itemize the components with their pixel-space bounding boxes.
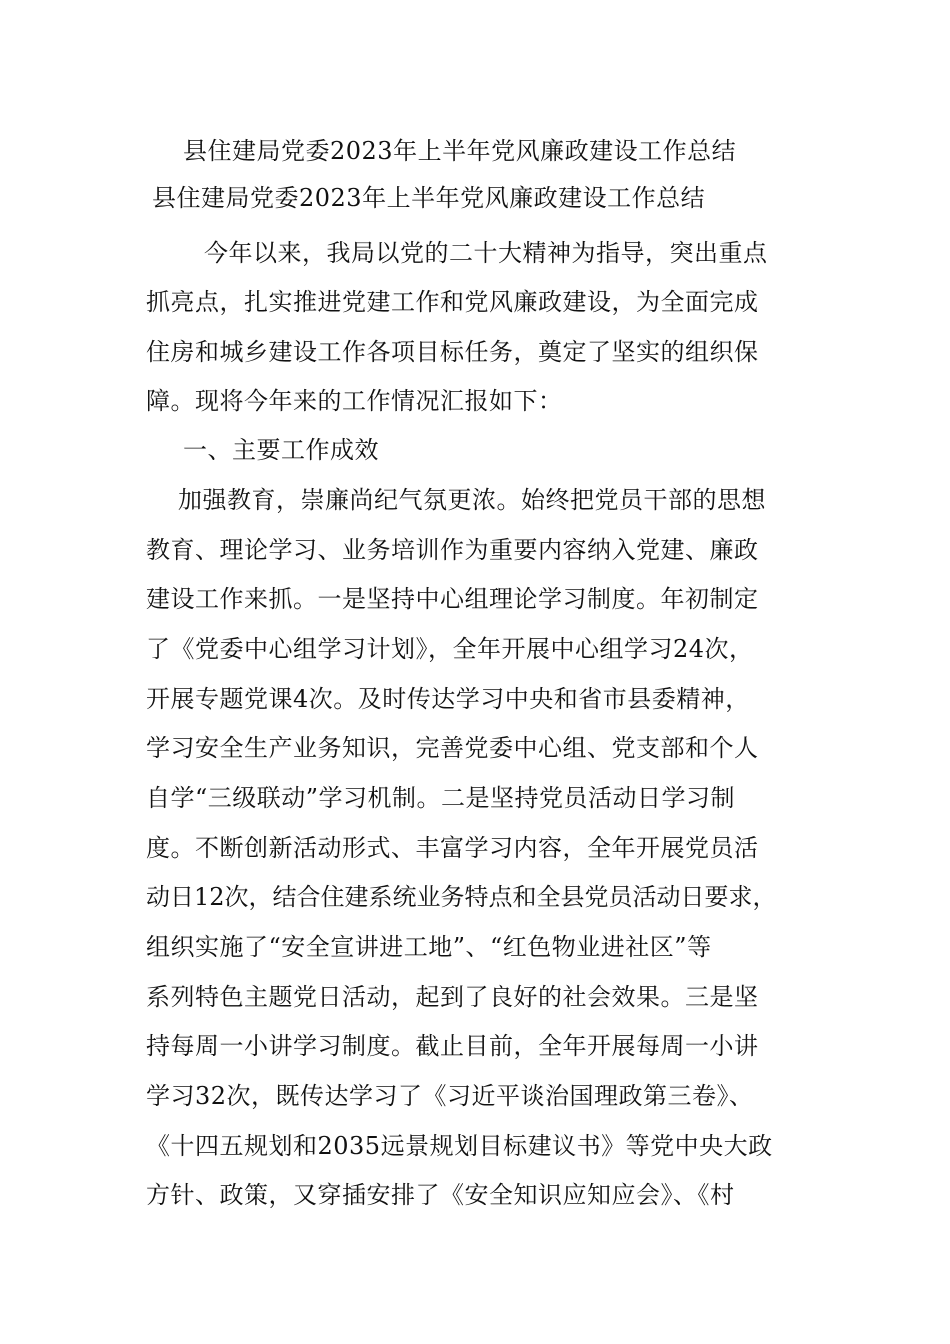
body-line: 建设工作来抓。一是坚持中心组理论学习制度。年初制定 (146, 585, 759, 613)
body-line: 《十四五规划和2035远景规划目标建议书》等党中央大政 (146, 1132, 773, 1160)
body-line: 障。现将今年来的工作情况汇报如下： (146, 387, 563, 415)
body-line: 方针、政策，又穿插安排了《安全知识应知应会》、《村 (146, 1181, 735, 1209)
body-line: 度。不断创新活动形式、丰富学习内容，全年开展党员活 (146, 834, 759, 862)
body-line: 开展专题党课4次。及时传达学习中央和省市县委精神， (146, 685, 750, 713)
body-line: 组织实施了“安全宣讲进工地”、“红色物业进社区”等 (146, 933, 712, 961)
document-title: 县住建局党委2023年上半年党风廉政建设工作总结 (183, 137, 737, 165)
body-line: 今年以来，我局以党的二十大精神为指导，突出重点 (204, 239, 768, 267)
body-line: 了《党委中心组学习计划》，全年开展中心组学习24次， (146, 635, 754, 663)
body-line: 教育、理论学习、业务培训作为重要内容纳入党建、廉政 (146, 536, 759, 564)
body-line: 住房和城乡建设工作各项目标任务，奠定了坚实的组织保 (146, 338, 759, 366)
body-line: 自学“三级联动”学习机制。二是坚持党员活动日学习制 (146, 784, 736, 812)
body-line: 系列特色主题党日活动，起到了良好的社会效果。三是坚 (146, 983, 759, 1011)
body-line: 加强教育，崇廉尚纪气氛更浓。始终把党员干部的思想 (178, 486, 766, 514)
body-line: 学习安全生产业务知识，完善党委中心组、党支部和个人 (146, 734, 759, 762)
body-line: 持每周一小讲学习制度。截止目前，全年开展每周一小讲 (146, 1032, 759, 1060)
body-line: 抓亮点，扎实推进党建工作和党风廉政建设，为全面完成 (146, 288, 759, 316)
body-line: 动日12次，结合住建系统业务特点和全县党员活动日要求， (146, 883, 777, 911)
body-line: 学习32次，既传达学习了《习近平谈治国理政第三卷》、 (146, 1082, 754, 1110)
section-heading: 一、主要工作成效 (183, 436, 379, 464)
document-title-repeat: 县住建局党委2023年上半年党风廉政建设工作总结 (152, 184, 706, 212)
